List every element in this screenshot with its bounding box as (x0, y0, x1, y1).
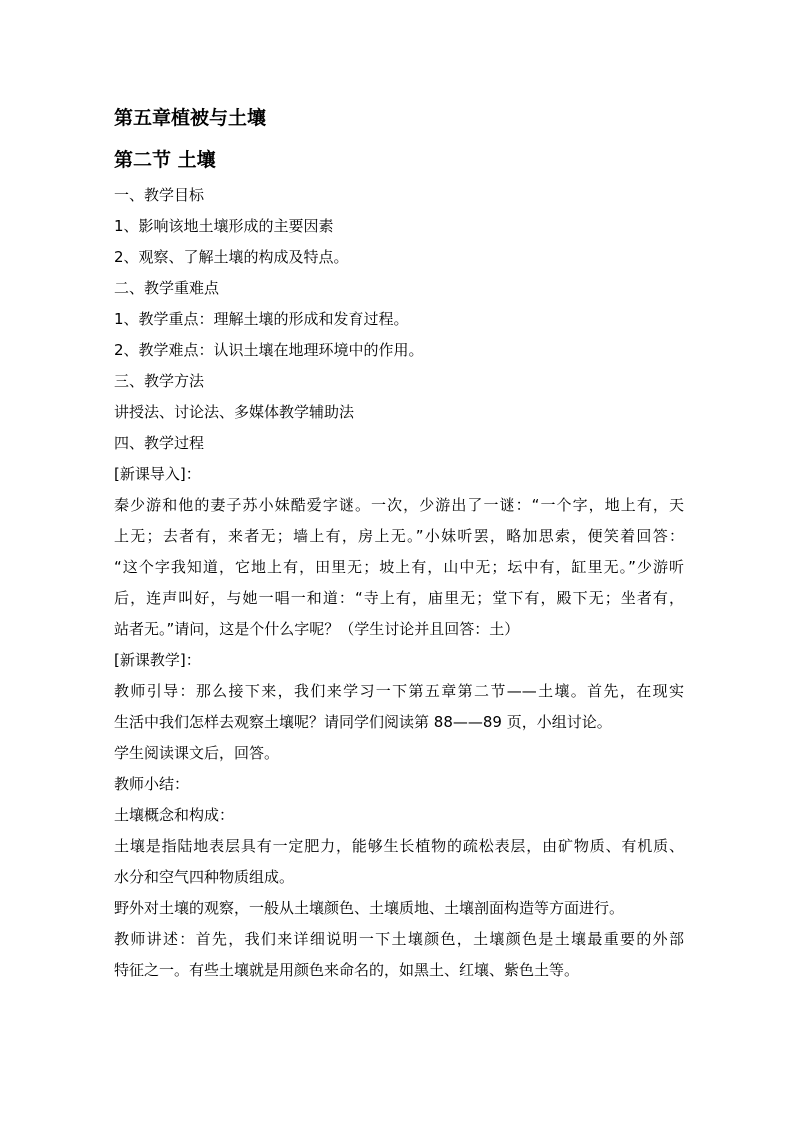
teacher-lecture-line-2: 特征之一。有些土壤就是用颜色来命名的，如黑土、红壤、紫色土等。 (114, 961, 580, 979)
heading-key-points: 二、教学重难点 (114, 279, 220, 297)
intro-line-1: 秦少游和他的妻子苏小妹酷爱字谜。一次，少游出了一谜：“一个字，地上有，天 (114, 496, 684, 514)
new-lesson-teaching-label: [新课教学]： (114, 651, 201, 669)
soil-concept-line-2: 水分和空气四种物质组成。 (114, 868, 295, 886)
goal-item-1: 1、影响该地土壤形成的主要因素 (114, 217, 334, 235)
intro-paragraph (114, 490, 684, 645)
chapter-title: 第五章植被与土壤 (114, 107, 267, 129)
student-answer: 学生阅读课文后，回答。 (114, 744, 280, 762)
heading-teaching-goals: 一、教学目标 (114, 186, 205, 204)
teacher-summary-label: 教师小结： (114, 775, 190, 793)
soil-concept-label: 土壤概念和构成： (114, 806, 235, 824)
new-lesson-intro-label: [新课导入]： (114, 465, 201, 483)
intro-line-4: 后，连声叫好，与她一唱一和道：“寺上有，庙里无；堂下有，殿下无；坐者有， (114, 589, 684, 607)
soil-concept-paragraph (114, 831, 684, 893)
teacher-lecture-line-1: 教师讲述：首先，我们来详细说明一下土壤颜色，土壤颜色是土壤最重要的外部 (114, 930, 684, 948)
section-title: 第二节 土壤 (114, 149, 216, 171)
key-point-2: 2、教学难点：认识土壤在地理环境中的作用。 (114, 341, 424, 359)
intro-line-2: 上无；去者有，来者无；墙上有，房上无。”小妹听罢，略加思索，便笑着回答： (114, 527, 684, 545)
teacher-guide-paragraph (114, 676, 684, 738)
heading-teaching-process: 四、教学过程 (114, 434, 205, 452)
teacher-guide-line-1: 教师引导：那么接下来，我们来学习一下第五章第二节——土壤。首先，在现实 (114, 682, 684, 700)
intro-line-3: “这个字我知道，它地上有，田里无；坡上有，山中无；坛中有，缸里无。”少游听 (114, 558, 684, 576)
teacher-guide-line-2: 生活中我们怎样去观察土壤呢？请同学们阅读第 88——89 页，小组讨论。 (114, 713, 612, 731)
teacher-lecture-paragraph (114, 924, 684, 986)
heading-teaching-methods: 三、教学方法 (114, 372, 205, 390)
document-page (114, 104, 684, 986)
field-observation-text: 野外对土壤的观察，一般从土壤颜色、土壤质地、土壤剖面构造等方面进行。 (114, 899, 625, 917)
teaching-methods-text: 讲授法、讨论法、多媒体教学辅助法 (114, 403, 355, 421)
goal-item-2: 2、观察、了解土壤的构成及特点。 (114, 248, 349, 266)
soil-concept-line-1: 土壤是指陆地表层具有一定肥力，能够生长植物的疏松表层，由矿物质、有机质、 (114, 837, 684, 855)
key-point-1: 1、教学重点：理解土壤的形成和发育过程。 (114, 310, 409, 328)
intro-line-5: 站者无。”请问，这是个什么字呢？（学生讨论并且回答：土） (114, 620, 520, 638)
